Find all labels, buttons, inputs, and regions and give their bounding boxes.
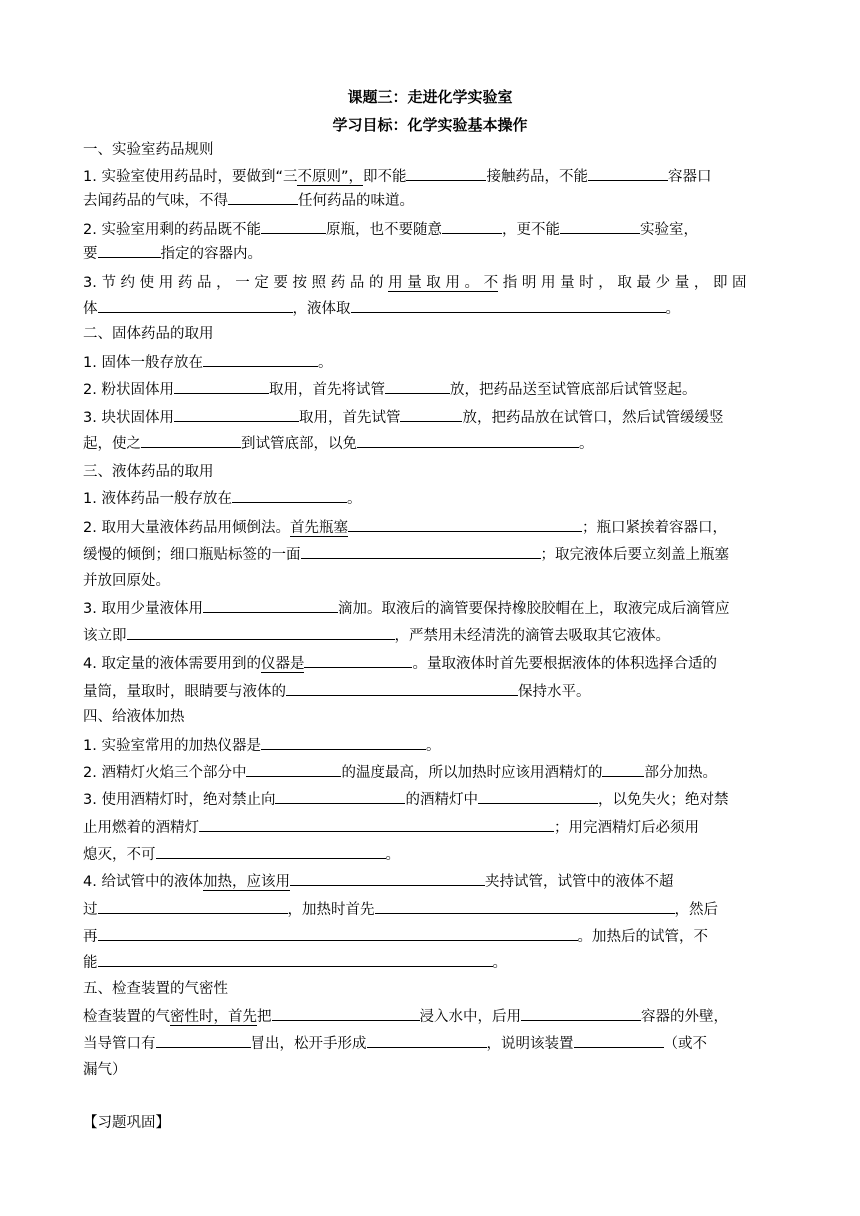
answer-blank[interactable] (203, 352, 318, 367)
practice-heading: 【习题巩固】 (83, 1115, 170, 1131)
answer-blank[interactable] (127, 625, 395, 640)
page-title: 课题三：走进化学实验室 (347, 88, 513, 106)
text-line: 止用燃着的酒精灯 ；用完酒精灯后必须用 (83, 817, 699, 838)
text-line: 该立即 ，严禁用未经清洗的滴管去吸取其它液体。 (83, 625, 670, 646)
answer-blank[interactable] (574, 1033, 664, 1048)
text-line: 3. 使用酒精灯时，绝对禁止向 的酒精灯中 ，以免失火；绝对禁 (83, 789, 728, 810)
text-line: 4. 给试管中的液体加热，应该用 夹持试管，试管中的液体不超 (83, 871, 673, 892)
text-line: 2. 取用大量液体药品用倾倒法。首先瓶塞 ；瓶口紧挨着容器口， (83, 517, 727, 538)
answer-blank[interactable] (98, 298, 293, 313)
answer-blank[interactable] (375, 899, 675, 914)
section-heading: 一、实验室药品规则 (83, 142, 214, 158)
answer-blank[interactable] (174, 407, 299, 422)
answer-blank[interactable] (246, 762, 341, 777)
answer-blank[interactable] (348, 517, 582, 532)
answer-blank[interactable] (98, 926, 578, 941)
text-line: 量筒，量取时，眼睛要与液体的 保持水平。 (83, 681, 591, 702)
answer-blank[interactable] (232, 488, 347, 503)
text-line: 1. 实验室使用药品时，要做到“三不原则”，即不能 接触药品，不能 容器口 (83, 166, 711, 187)
text-line: 3. 取用少量液体用 滴加。取液后的滴管要保持橡胶胶帽在上，取液完成后滴管应 (83, 598, 729, 619)
answer-blank[interactable] (98, 952, 493, 967)
text-line: 体 ，液体取 。 (83, 298, 680, 319)
answer-blank[interactable] (301, 544, 541, 559)
text-line: 3. 块状固体用 取用，首先试管 放，把药品放在试管口，然后试管缓缓竖 (83, 407, 723, 428)
text-line: 2. 酒精灯火焰三个部分中 的温度最高，所以加热时应该用酒精灯的 部分加热。 (83, 762, 717, 783)
answer-blank[interactable] (203, 598, 338, 613)
answer-blank[interactable] (385, 379, 450, 394)
text-line: 1. 固体一般存放在 。 (83, 352, 332, 373)
text-line: 检查装置的气密性时，首先把 浸入水中，后用 容器的外壁， (83, 1006, 728, 1027)
text-line: 漏气） (83, 1062, 127, 1078)
answer-blank[interactable] (286, 681, 518, 696)
text-line: 要 指定的容器内。 (83, 243, 262, 264)
text-line: 再 。加热后的试管，不 (83, 926, 708, 947)
answer-blank[interactable] (261, 735, 426, 750)
answer-blank[interactable] (560, 219, 640, 234)
text-line: 能 。 (83, 952, 507, 973)
answer-blank[interactable] (367, 1033, 487, 1048)
answer-blank[interactable] (406, 166, 486, 181)
text-line: 当导管口有 冒出，松开手形成 ，说明该装置 （或不 (83, 1033, 707, 1054)
text-line: 熄灭，不可 。 (83, 844, 400, 865)
answer-blank[interactable] (442, 219, 502, 234)
answer-blank[interactable] (141, 433, 241, 448)
answer-blank[interactable] (156, 844, 386, 859)
section-heading: 四、给液体加热 (83, 709, 185, 725)
answer-blank[interactable] (98, 899, 288, 914)
answer-blank[interactable] (98, 243, 161, 258)
section-heading: 五、检查装置的气密性 (83, 981, 228, 997)
answer-blank[interactable] (521, 1006, 641, 1021)
text-line: 1. 液体药品一般存放在 。 (83, 488, 361, 509)
answer-blank[interactable] (228, 190, 298, 205)
text-line: 2. 实验室用剩的药品既不能 原瓶，也不要随意 ，更不能 实验室， (83, 219, 698, 240)
text-line: 过 ，加热时首先 ，然后 (83, 899, 718, 920)
text-line: 3. 节 约 使 用 药 品 ， 一 定 要 按 照 药 品 的 用 量 取 用 。 不 指 明 用 量 时 ， 取 最 少 量 ， 即 固 (83, 275, 747, 291)
text-line: 并放回原处。 (83, 573, 170, 589)
answer-blank[interactable] (199, 817, 554, 832)
answer-blank[interactable] (272, 1006, 420, 1021)
answer-blank[interactable] (304, 653, 412, 668)
text-line: 起，使之 到试管底部，以免 。 (83, 433, 594, 454)
answer-blank[interactable] (290, 871, 485, 886)
text-line: 1. 实验室常用的加热仪器是 。 (83, 735, 440, 756)
section-heading: 二、固体药品的取用 (83, 326, 214, 342)
answer-blank[interactable] (400, 407, 462, 422)
answer-blank[interactable] (156, 1033, 251, 1048)
answer-blank[interactable] (275, 789, 405, 804)
text-line: 缓慢的倾倒；细口瓶贴标签的一面 ；取完液体后要立刻盖上瓶塞 (83, 544, 729, 565)
page-subtitle: 学习目标：化学实验基本操作 (332, 116, 528, 134)
answer-blank[interactable] (261, 219, 326, 234)
text-line: 2. 粉状固体用 取用，首先将试管 放，把药品送至试管底部后试管竖起。 (83, 379, 696, 400)
text-line: 去闻药品的气味，不得 任何药品的味道。 (83, 190, 414, 211)
answer-blank[interactable] (351, 298, 666, 313)
answer-blank[interactable] (478, 789, 598, 804)
text-line: 4. 取定量的液体需要用到的仪器是 。量取液体时首先要根据液体的体积选择合适的 (83, 653, 717, 674)
answer-blank[interactable] (357, 433, 579, 448)
answer-blank[interactable] (602, 762, 644, 777)
answer-blank[interactable] (588, 166, 668, 181)
section-heading: 三、液体药品的取用 (83, 464, 214, 480)
answer-blank[interactable] (174, 379, 269, 394)
